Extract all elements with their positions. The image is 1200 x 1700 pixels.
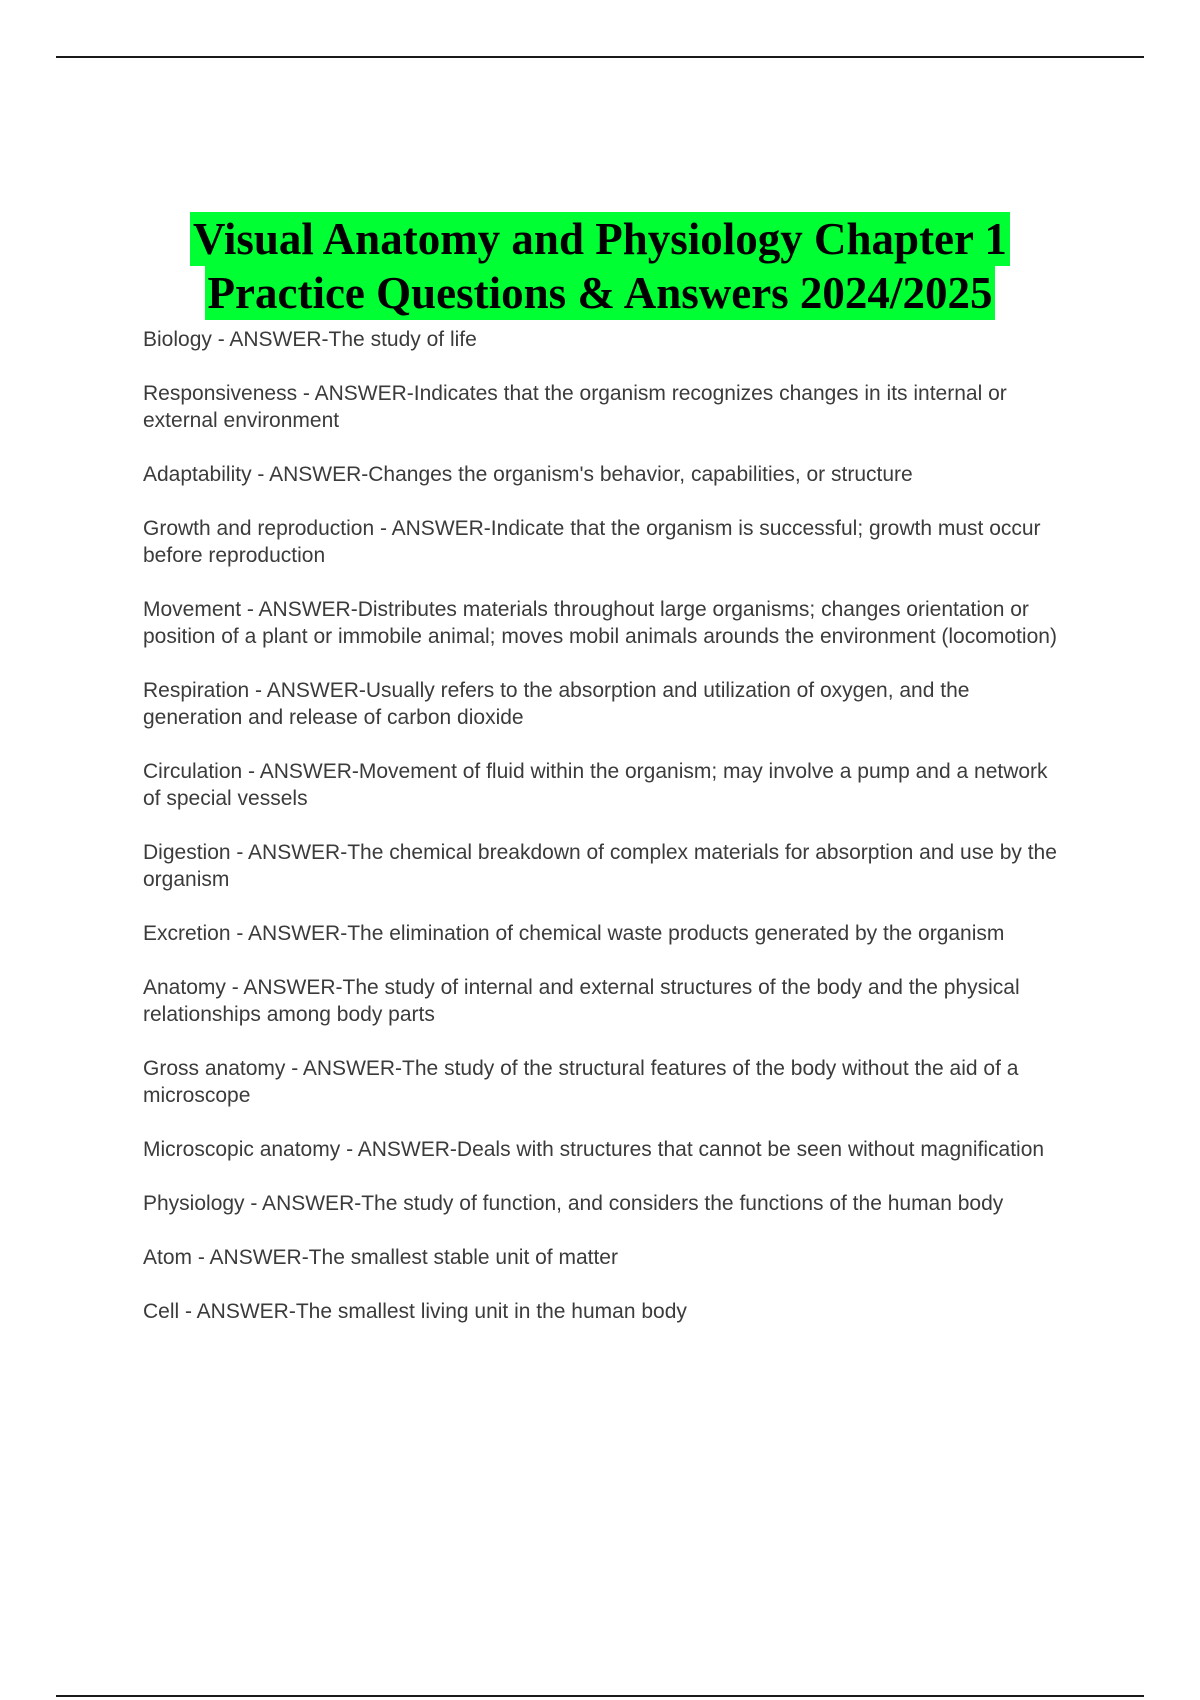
qa-item-excretion: Excretion - ANSWER-The elimination of chemical waste products generated by the organism (143, 922, 1005, 945)
qa-item-atom: Atom - ANSWER-The smallest stable unit of matter (143, 1246, 618, 1269)
title-line-1: Visual Anatomy and Physiology Chapter 1 (190, 212, 1010, 266)
qa-item-gross-anatomy: Gross anatomy - ANSWER-The study of the structural features of the body without the aid of a microscope (143, 1057, 1019, 1107)
qa-item-circulation: Circulation - ANSWER-Movement of fluid within the organism; may involve a pump and a network of special vessels (143, 760, 1048, 810)
qa-list (143, 326, 1068, 1352)
qa-item-digestion: Digestion - ANSWER-The chemical breakdown of complex materials for absorption and use by the organism (143, 841, 1057, 891)
qa-item-anatomy: Anatomy - ANSWER-The study of internal and external structures of the body and the physical relationships among body parts (143, 976, 1020, 1026)
qa-item-adaptability: Adaptability - ANSWER-Changes the organism's behavior, capabilities, or structure (143, 463, 913, 486)
qa-item-growth-reproduction: Growth and reproduction - ANSWER-Indicate that the organism is successful; growth must occur before reproduction (143, 517, 1041, 567)
qa-item-biology: Biology - ANSWER-The study of life (143, 328, 477, 351)
top-rule (56, 56, 1144, 58)
qa-item-respiration: Respiration - ANSWER-Usually refers to the absorption and utilization of oxygen, and the generation and release of carbon dioxide (143, 679, 970, 729)
qa-item-movement: Movement - ANSWER-Distributes materials throughout large organisms; changes orientation or position of a plant or immobile animal; moves mobil animals arounds the environment (locomotion) (143, 598, 1057, 648)
qa-item-physiology: Physiology - ANSWER-The study of function, and considers the functions of the human body (143, 1192, 1004, 1215)
title-line-2: Practice Questions & Answers 2024/2025 (205, 266, 996, 320)
bottom-rule (56, 1695, 1144, 1697)
qa-item-responsiveness: Responsiveness - ANSWER-Indicates that the organism recognizes changes in its internal or external environment (143, 382, 1007, 432)
document-title (0, 212, 1200, 320)
qa-item-microscopic-anatomy: Microscopic anatomy - ANSWER-Deals with structures that cannot be seen without magnification (143, 1138, 1045, 1161)
qa-item-cell: Cell - ANSWER-The smallest living unit in the human body (143, 1300, 687, 1323)
